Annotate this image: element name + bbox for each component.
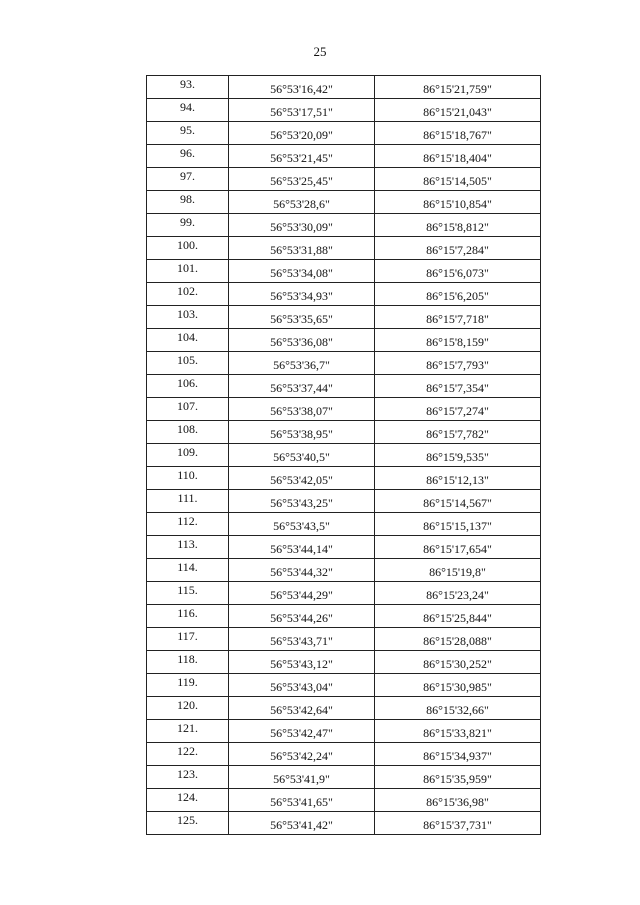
latitude-cell: 56°53'20,09"	[229, 122, 375, 145]
latitude-cell: 56°53'21,45"	[229, 145, 375, 168]
table-row	[147, 628, 541, 651]
coordinates-table	[146, 75, 541, 835]
table-row	[147, 720, 541, 743]
longitude-cell: 86°15'37,731"	[375, 812, 541, 835]
longitude-cell: 86°15'35,959"	[375, 766, 541, 789]
latitude-cell: 56°53'38,07"	[229, 398, 375, 421]
point-number-cell: 94.	[147, 99, 229, 122]
longitude-cell: 86°15'17,654"	[375, 536, 541, 559]
table-row	[147, 605, 541, 628]
point-number-cell: 103.	[147, 306, 229, 329]
table-row	[147, 398, 541, 421]
point-number-cell: 108.	[147, 421, 229, 444]
coordinates-table-body	[147, 76, 541, 835]
table-row	[147, 168, 541, 191]
latitude-cell: 56°53'43,5"	[229, 513, 375, 536]
latitude-cell: 56°53'42,24"	[229, 743, 375, 766]
point-number-cell: 101.	[147, 260, 229, 283]
table-row	[147, 766, 541, 789]
point-number-cell: 122.	[147, 743, 229, 766]
table-row	[147, 559, 541, 582]
latitude-cell: 56°53'44,29"	[229, 582, 375, 605]
point-number-cell: 110.	[147, 467, 229, 490]
table-row	[147, 674, 541, 697]
longitude-cell: 86°15'7,284"	[375, 237, 541, 260]
longitude-cell: 86°15'7,274"	[375, 398, 541, 421]
table-row	[147, 789, 541, 812]
point-number-cell: 107.	[147, 398, 229, 421]
point-number-cell: 95.	[147, 122, 229, 145]
table-row	[147, 99, 541, 122]
table-row	[147, 76, 541, 99]
longitude-cell: 86°15'18,404"	[375, 145, 541, 168]
longitude-cell: 86°15'14,505"	[375, 168, 541, 191]
table-row	[147, 191, 541, 214]
latitude-cell: 56°53'36,7"	[229, 352, 375, 375]
point-number-cell: 100.	[147, 237, 229, 260]
table-row	[147, 444, 541, 467]
latitude-cell: 56°53'31,88"	[229, 237, 375, 260]
latitude-cell: 56°53'28,6"	[229, 191, 375, 214]
latitude-cell: 56°53'44,26"	[229, 605, 375, 628]
longitude-cell: 86°15'21,759"	[375, 76, 541, 99]
longitude-cell: 86°15'15,137"	[375, 513, 541, 536]
longitude-cell: 86°15'6,205"	[375, 283, 541, 306]
latitude-cell: 56°53'16,42"	[229, 76, 375, 99]
table-row	[147, 467, 541, 490]
longitude-cell: 86°15'32,66"	[375, 697, 541, 720]
longitude-cell: 86°15'8,812"	[375, 214, 541, 237]
table-row	[147, 145, 541, 168]
latitude-cell: 56°53'37,44"	[229, 375, 375, 398]
point-number-cell: 98.	[147, 191, 229, 214]
point-number-cell: 106.	[147, 375, 229, 398]
latitude-cell: 56°53'41,42"	[229, 812, 375, 835]
longitude-cell: 86°15'30,985"	[375, 674, 541, 697]
longitude-cell: 86°15'10,854"	[375, 191, 541, 214]
point-number-cell: 123.	[147, 766, 229, 789]
latitude-cell: 56°53'44,14"	[229, 536, 375, 559]
page-number: 25	[313, 44, 327, 59]
point-number-cell: 112.	[147, 513, 229, 536]
longitude-cell: 86°15'28,088"	[375, 628, 541, 651]
point-number-cell: 102.	[147, 283, 229, 306]
table-row	[147, 306, 541, 329]
table-row	[147, 490, 541, 513]
table-row	[147, 812, 541, 835]
table-row	[147, 260, 541, 283]
table-row	[147, 329, 541, 352]
longitude-cell: 86°15'7,782"	[375, 421, 541, 444]
longitude-cell: 86°15'18,767"	[375, 122, 541, 145]
point-number-cell: 104.	[147, 329, 229, 352]
latitude-cell: 56°53'43,04"	[229, 674, 375, 697]
table-row	[147, 582, 541, 605]
point-number-cell: 111.	[147, 490, 229, 513]
longitude-cell: 86°15'12,13"	[375, 467, 541, 490]
latitude-cell: 56°53'41,65"	[229, 789, 375, 812]
longitude-cell: 86°15'19,8"	[375, 559, 541, 582]
latitude-cell: 56°53'40,5"	[229, 444, 375, 467]
point-number-cell: 117.	[147, 628, 229, 651]
latitude-cell: 56°53'17,51"	[229, 99, 375, 122]
point-number-cell: 119.	[147, 674, 229, 697]
latitude-cell: 56°53'36,08"	[229, 329, 375, 352]
longitude-cell: 86°15'25,844"	[375, 605, 541, 628]
table-row	[147, 513, 541, 536]
longitude-cell: 86°15'9,535"	[375, 444, 541, 467]
longitude-cell: 86°15'34,937"	[375, 743, 541, 766]
point-number-cell: 125.	[147, 812, 229, 835]
latitude-cell: 56°53'42,47"	[229, 720, 375, 743]
latitude-cell: 56°53'25,45"	[229, 168, 375, 191]
longitude-cell: 86°15'7,793"	[375, 352, 541, 375]
table-row	[147, 237, 541, 260]
longitude-cell: 86°15'30,252"	[375, 651, 541, 674]
point-number-cell: 109.	[147, 444, 229, 467]
table-row	[147, 421, 541, 444]
point-number-cell: 105.	[147, 352, 229, 375]
latitude-cell: 56°53'43,71"	[229, 628, 375, 651]
latitude-cell: 56°53'34,08"	[229, 260, 375, 283]
table-row	[147, 743, 541, 766]
latitude-cell: 56°53'34,93"	[229, 283, 375, 306]
table-row	[147, 122, 541, 145]
point-number-cell: 118.	[147, 651, 229, 674]
latitude-cell: 56°53'35,65"	[229, 306, 375, 329]
latitude-cell: 56°53'38,95"	[229, 421, 375, 444]
point-number-cell: 114.	[147, 559, 229, 582]
point-number-cell: 99.	[147, 214, 229, 237]
table-row	[147, 375, 541, 398]
table-row	[147, 214, 541, 237]
table-row	[147, 352, 541, 375]
longitude-cell: 86°15'23,24"	[375, 582, 541, 605]
point-number-cell: 124.	[147, 789, 229, 812]
point-number-cell: 113.	[147, 536, 229, 559]
latitude-cell: 56°53'42,64"	[229, 697, 375, 720]
point-number-cell: 116.	[147, 605, 229, 628]
point-number-cell: 120.	[147, 697, 229, 720]
table-row	[147, 651, 541, 674]
point-number-cell: 96.	[147, 145, 229, 168]
longitude-cell: 86°15'7,354"	[375, 375, 541, 398]
table-row	[147, 283, 541, 306]
point-number-cell: 115.	[147, 582, 229, 605]
longitude-cell: 86°15'7,718"	[375, 306, 541, 329]
point-number-cell: 121.	[147, 720, 229, 743]
table-row	[147, 536, 541, 559]
longitude-cell: 86°15'21,043"	[375, 99, 541, 122]
latitude-cell: 56°53'41,9"	[229, 766, 375, 789]
latitude-cell: 56°53'43,25"	[229, 490, 375, 513]
longitude-cell: 86°15'6,073"	[375, 260, 541, 283]
latitude-cell: 56°53'43,12"	[229, 651, 375, 674]
longitude-cell: 86°15'36,98"	[375, 789, 541, 812]
longitude-cell: 86°15'8,159"	[375, 329, 541, 352]
latitude-cell: 56°53'42,05"	[229, 467, 375, 490]
latitude-cell: 56°53'30,09"	[229, 214, 375, 237]
longitude-cell: 86°15'14,567"	[375, 490, 541, 513]
table-row	[147, 697, 541, 720]
latitude-cell: 56°53'44,32"	[229, 559, 375, 582]
longitude-cell: 86°15'33,821"	[375, 720, 541, 743]
point-number-cell: 93.	[147, 76, 229, 99]
point-number-cell: 97.	[147, 168, 229, 191]
